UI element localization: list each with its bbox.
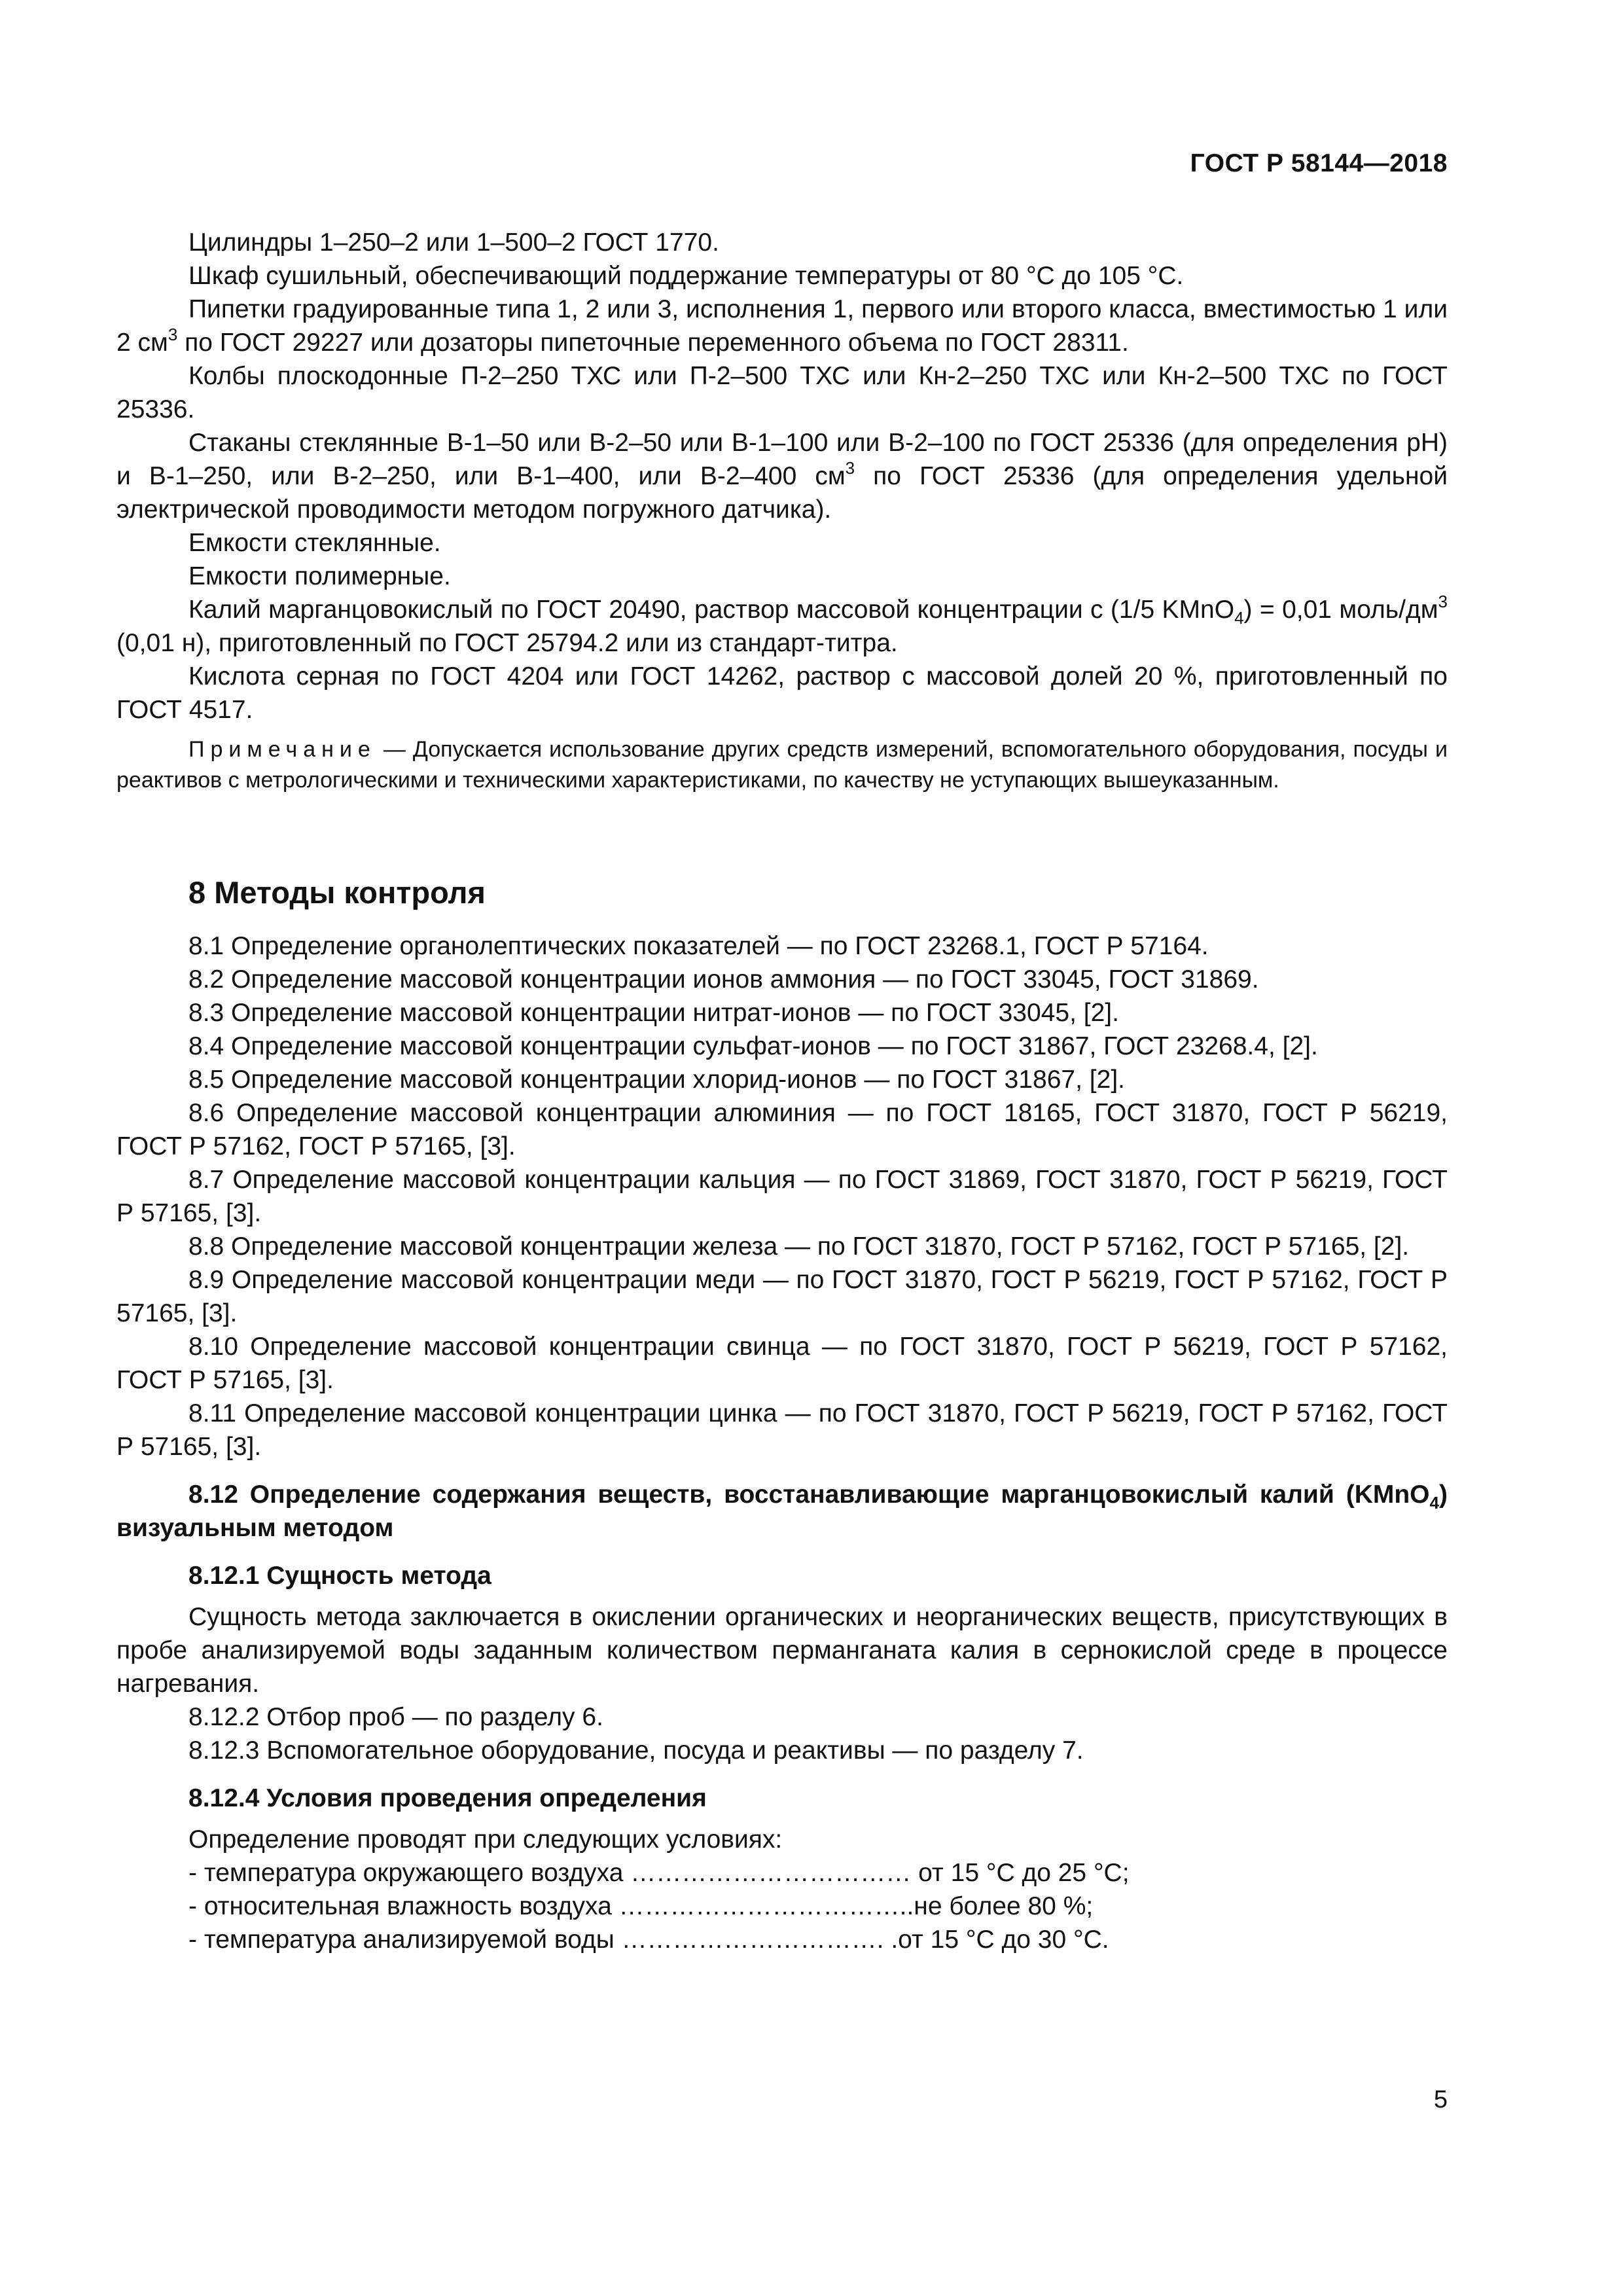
list-item: 8.3 Определение массовой концентрации нитрат-ионов — по ГОСТ 33045, [2].	[188, 999, 1119, 1027]
section-8-title: 8 Методы контроля	[188, 875, 486, 910]
list-item: 8.8 Определение массовой концентрации железа — по ГОСТ 31870, ГОСТ Р 57162, ГОСТ Р 57165, [2].	[188, 1232, 1410, 1261]
document-header-id: ГОСТ Р 58144—2018	[1190, 149, 1448, 177]
list-item: 8.4 Определение массовой концентрации сульфат-ионов — по ГОСТ 31867, ГОСТ 23268.4, [2].	[188, 1032, 1318, 1060]
para-glass-containers: Емкости стеклянные.	[188, 529, 441, 557]
list-item: 8.11 Определение массовой концентрации цинка — по ГОСТ 31870, ГОСТ Р 56219, ГОСТ Р 57162, ГОСТ Р 57165, [3].	[116, 1399, 1448, 1461]
para-flasks: Колбы плоскодонные П-2–250 ТХС или П-2–500 ТХС или Кн-2–250 ТХС или Кн-2–500 ТХС по ГОСТ 25336.	[116, 362, 1448, 423]
note	[116, 734, 1448, 796]
para-kmno4: Калий марганцовокислый по ГОСТ 20490, раствор массовой концентрации с (1/5 KMnO$_4$) = 0,01 моль/$дм^3$ (0,01 н), приготовленный по ГОСТ 25794.2 или из стандарт-титра.	[116, 592, 1448, 657]
list-item: 8.5 Определение массовой концентрации хлорид-ионов — по ГОСТ 31867, [2].	[188, 1066, 1125, 1094]
para-cylinders: Цилиндры 1–250–2 или 1–500–2 ГОСТ 1770.	[188, 228, 719, 257]
para-oven: Шкаф сушильный, обеспечивающий поддержание температуры от 80 °С до 105 °С.	[188, 262, 1184, 290]
page-content	[116, 226, 1448, 1956]
list-item: 8.1 Определение органолептических показателей — по ГОСТ 23268.1, ГОСТ Р 57164.	[188, 932, 1209, 960]
condition-item: - относительная влажность воздуха ……………………………..не более 80 %;	[188, 1892, 1094, 1920]
para-polymer-containers: Емкости полимерные.	[188, 562, 451, 590]
para-pipettes: Пипетки градуированные типа 1, 2 или 3, исполнения 1, первого или второго класса, вместимостью 1 или 2 $см^3$ по ГОСТ 29227 или дозаторы пипеточные переменного объема по ГОСТ 28311.	[116, 295, 1448, 357]
subsection-8-12-1-title: 8.12.1 Сущность метода	[188, 1562, 491, 1590]
note-label: Примечание	[188, 737, 376, 762]
para-method-essence: Сущность метода заключается в окислении органических и неорганических веществ, присутствующих в пробе анализируемой воды заданным количеством перманганата калия в сернокислой среде в процессе нагревания.	[116, 1603, 1448, 1698]
list-item: 8.6 Определение массовой концентрации алюминия — по ГОСТ 18165, ГОСТ 31870, ГОСТ Р 56219, ГОСТ Р 57162, ГОСТ Р 57165, [3].	[116, 1099, 1448, 1160]
note-text: — Допускается использование других средств измерений, вспомогательного оборудования, посуды и реактивов с метрологическими и техническими характеристиками, по качеству не уступающих вышеуказанным.	[116, 737, 1448, 793]
list-item: 8.2 Определение массовой концентрации ионов аммония — по ГОСТ 33045, ГОСТ 31869.	[188, 965, 1259, 994]
para-beakers: Стаканы стеклянные В-1–50 или В-2–50 или В-1–100 или В-2–100 по ГОСТ 25336 (для определения рН) и В-1–250, или В-2–250, или В-1–400, или В-2–400 $см^3$ по ГОСТ 25336 (для определения удельной электрической проводимости методом погружного датчика).	[116, 429, 1448, 524]
para-conditions-intro: Определение проводят при следующих условиях:	[188, 1825, 783, 1854]
subsection-8-12-4-title: 8.12.4 Условия проведения определения	[188, 1784, 707, 1812]
subsection-8-12-title: 8.12 Определение содержания веществ, восстанавливающие марганцовокислый калий (KMnO$_4$) визуальным методом	[116, 1480, 1448, 1542]
page-number: 5	[1433, 2086, 1448, 2113]
para-sampling: 8.12.2 Отбор проб — по разделу 6.	[188, 1703, 603, 1731]
list-item: 8.7 Определение массовой концентрации кальция — по ГОСТ 31869, ГОСТ 31870, ГОСТ Р 56219, ГОСТ Р 57165, [3].	[116, 1166, 1448, 1227]
para-auxiliary-equipment: 8.12.3 Вспомогательное оборудование, посуда и реактивы — по разделу 7.	[188, 1736, 1084, 1765]
condition-item: - температура окружающего воздуха …………………………… от 15 °С до 25 °С;	[188, 1859, 1130, 1887]
para-acid: Кислота серная по ГОСТ 4204 или ГОСТ 14262, раствор с массовой долей 20 %, приготовленный по ГОСТ 4517.	[116, 662, 1448, 724]
list-item: 8.10 Определение массовой концентрации свинца — по ГОСТ 31870, ГОСТ Р 56219, ГОСТ Р 57162, ГОСТ Р 57165, [3].	[116, 1333, 1448, 1394]
condition-item: - температура анализируемой воды …………………………. .от 15 °С до 30 °С.	[188, 1926, 1109, 1954]
list-item: 8.9 Определение массовой концентрации меди — по ГОСТ 31870, ГОСТ Р 56219, ГОСТ Р 57162, ГОСТ Р 57165, [3].	[116, 1266, 1448, 1327]
